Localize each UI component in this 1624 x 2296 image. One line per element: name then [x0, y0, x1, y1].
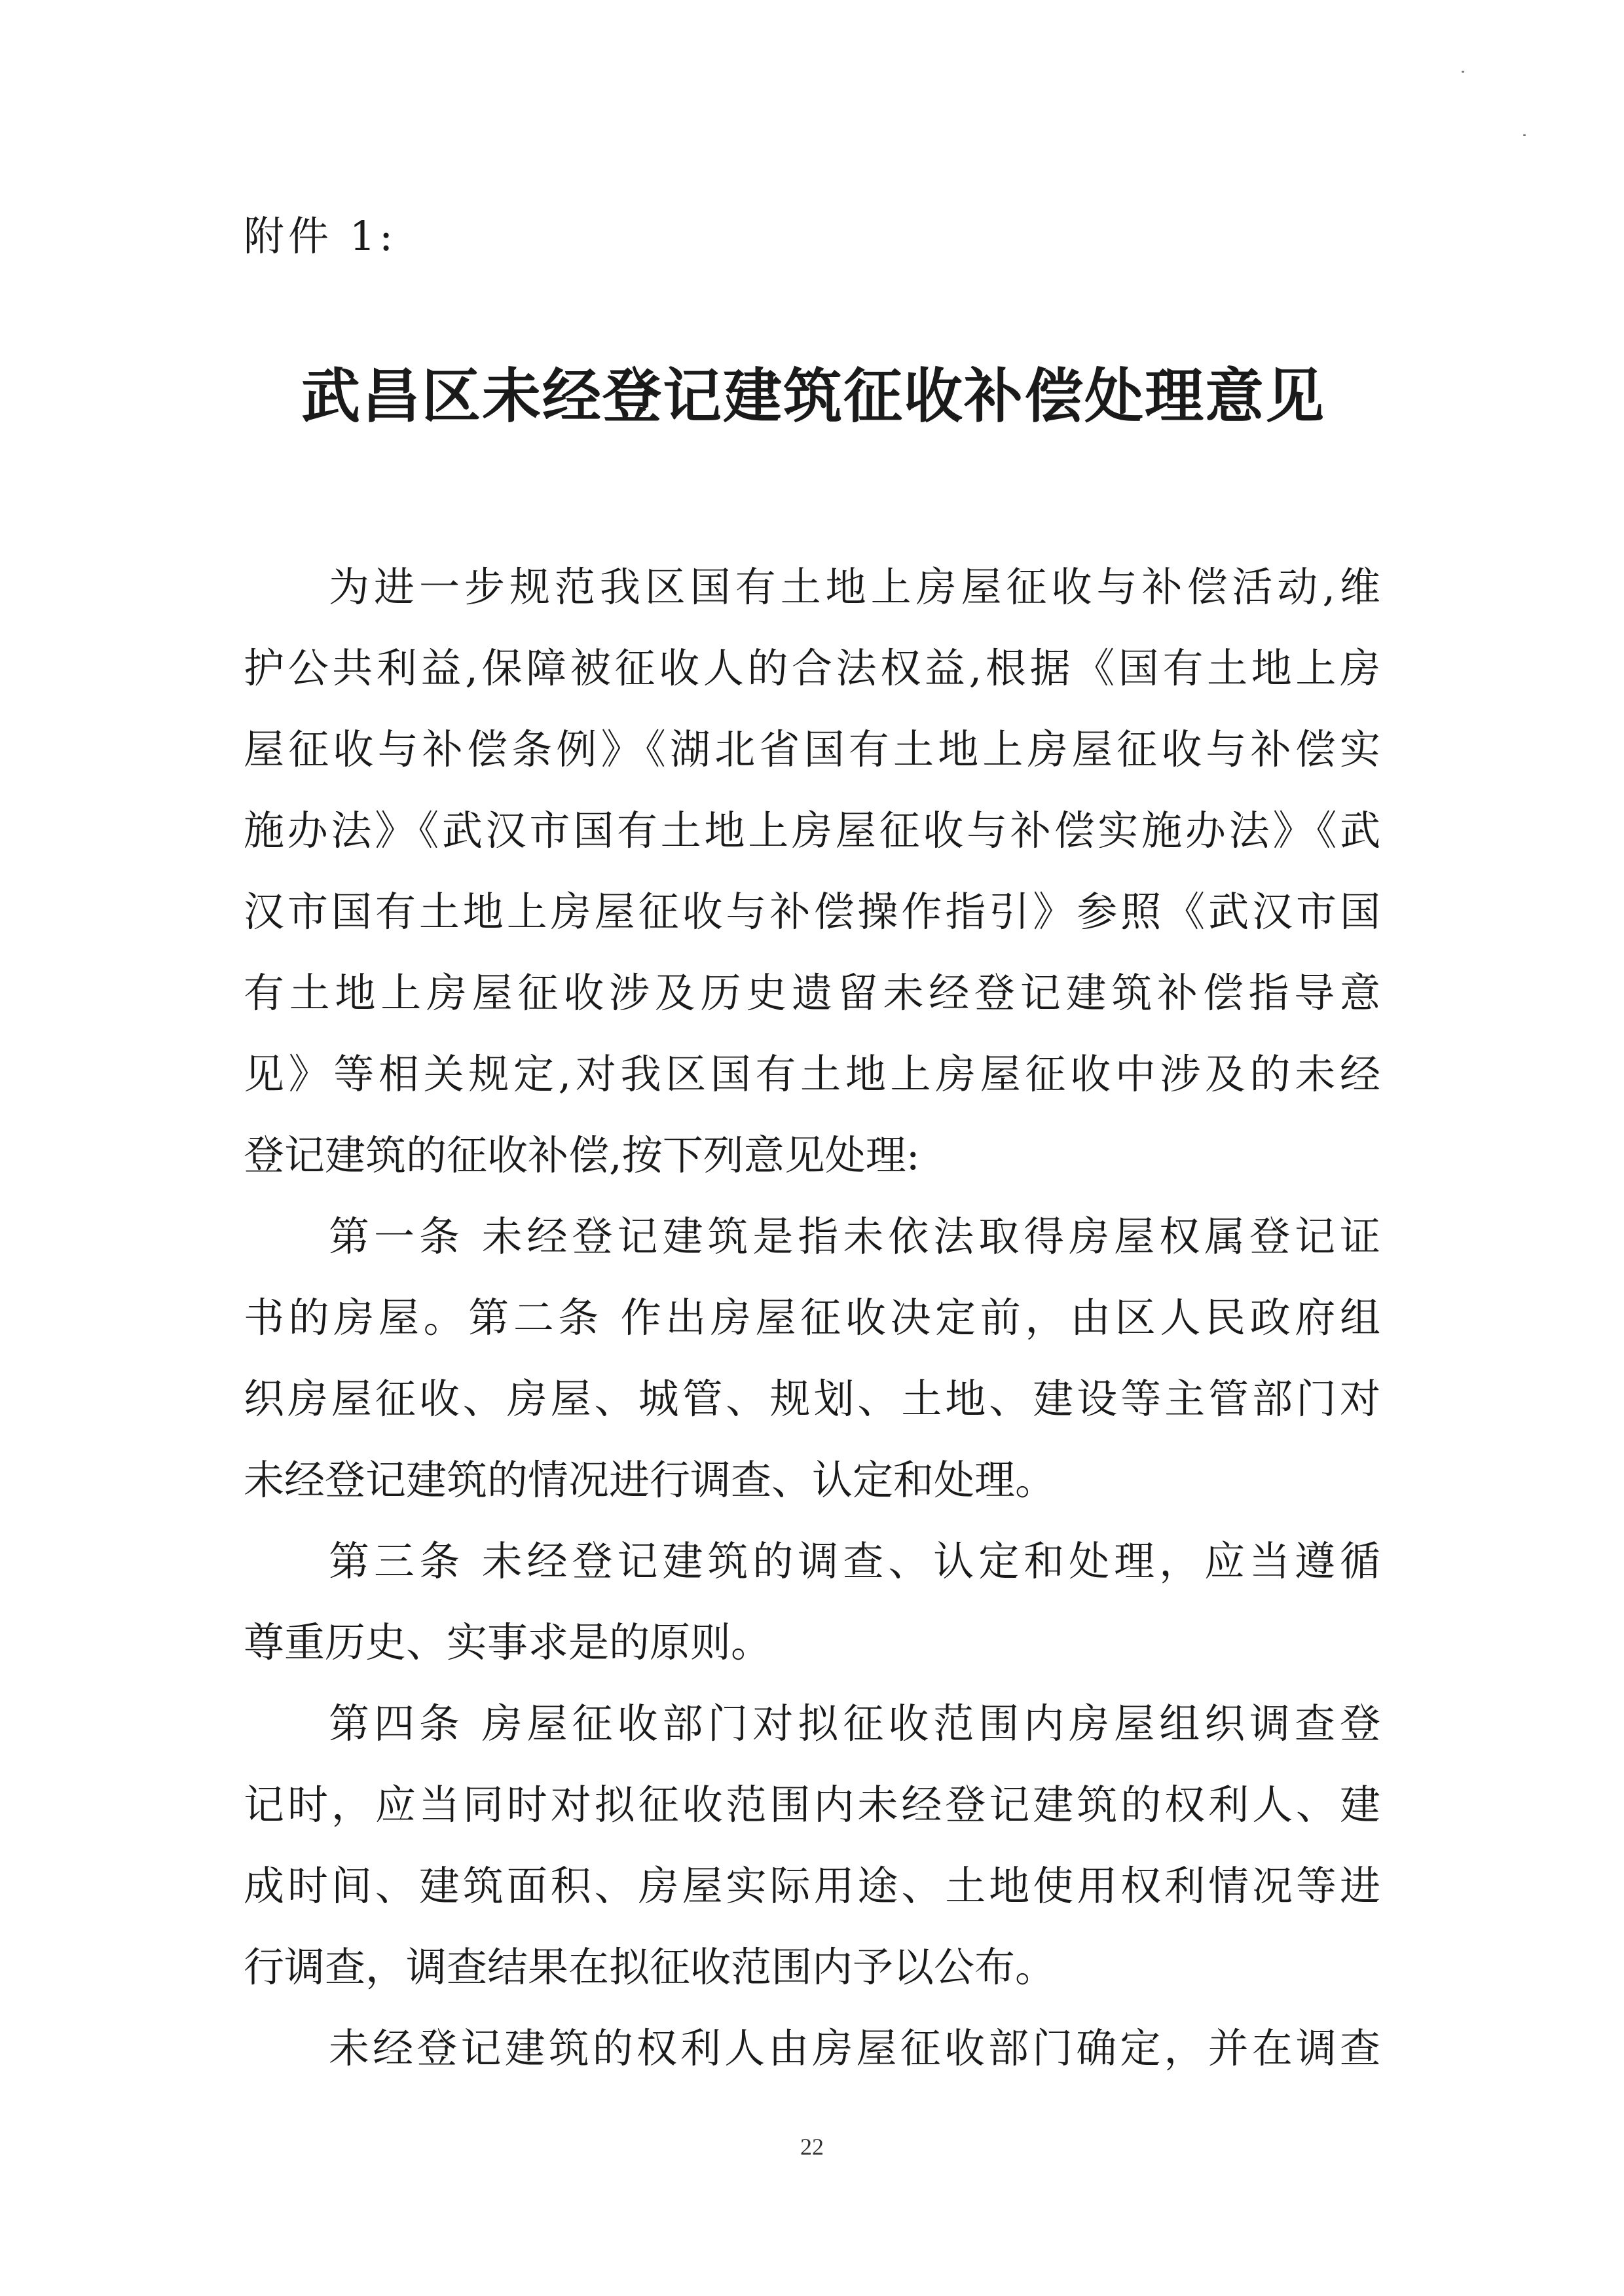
scan-speck — [1523, 134, 1526, 136]
paragraph-line: 屋征收与补偿条例》《湖北省国有土地上房屋征收与补偿实 — [244, 725, 1380, 773]
scan-speck — [1462, 71, 1464, 73]
paragraph-line: 记时，应当同时对拟征收范围内未经登记建筑的权利人、建 — [244, 1781, 1380, 1829]
paragraph-line: 未经登记建筑的权利人由房屋征收部门确定，并在调查 — [329, 2024, 1380, 2072]
paragraph-line: 汉市国有土地上房屋征收与补偿操作指引》参照《武汉市国 — [244, 888, 1380, 936]
paragraph-line: 为进一步规范我区国有土地上房屋征收与补偿活动,维 — [329, 563, 1380, 611]
paragraph-line: 织房屋征收、房屋、城管、规划、土地、建设等主管部门对 — [244, 1375, 1380, 1423]
paragraph-line: 施办法》《武汉市国有土地上房屋征收与补偿实施办法》《武 — [244, 807, 1380, 854]
paragraph-line: 未经登记建筑的情况进行调查、认定和处理。 — [244, 1456, 1056, 1504]
document-title: 武昌区未经登记建筑征收补偿处理意见 — [301, 361, 1325, 431]
paragraph-line: 第四条 房屋征收部门对拟征收范围内房屋组织调查登 — [329, 1700, 1380, 1747]
paragraph-line: 尊重历史、实事求是的原则。 — [244, 1618, 772, 1666]
paragraph-line: 护公共利益,保障被征收人的合法权益,根据《国有土地上房 — [244, 644, 1380, 692]
paragraph-line: 第三条 未经登记建筑的调查、认定和处理，应当遵循 — [329, 1537, 1380, 1585]
document-body — [244, 547, 1380, 2089]
paragraph-line: 见》等相关规定,对我区国有土地上房屋征收中涉及的未经 — [244, 1050, 1380, 1098]
paragraph-line: 第一条 未经登记建筑是指未依法取得房屋权属登记证 — [329, 1212, 1380, 1260]
page-number: 22 — [800, 2134, 824, 2160]
paragraph-line: 成时间、建筑面积、房屋实际用途、土地使用权利情况等进 — [244, 1862, 1380, 1910]
paragraph-line: 行调查，调查结果在拟征收范围内予以公布。 — [244, 1943, 1056, 1991]
paragraph-line: 书的房屋。第二条 作出房屋征收决定前，由区人民政府组 — [244, 1294, 1380, 1341]
attachment-label: 附件 1: — [244, 212, 397, 260]
paragraph-line: 有土地上房屋征收涉及历史遗留未经登记建筑补偿指导意 — [244, 969, 1380, 1017]
paragraph-line: 登记建筑的征收补偿,按下列意见处理: — [244, 1131, 920, 1179]
